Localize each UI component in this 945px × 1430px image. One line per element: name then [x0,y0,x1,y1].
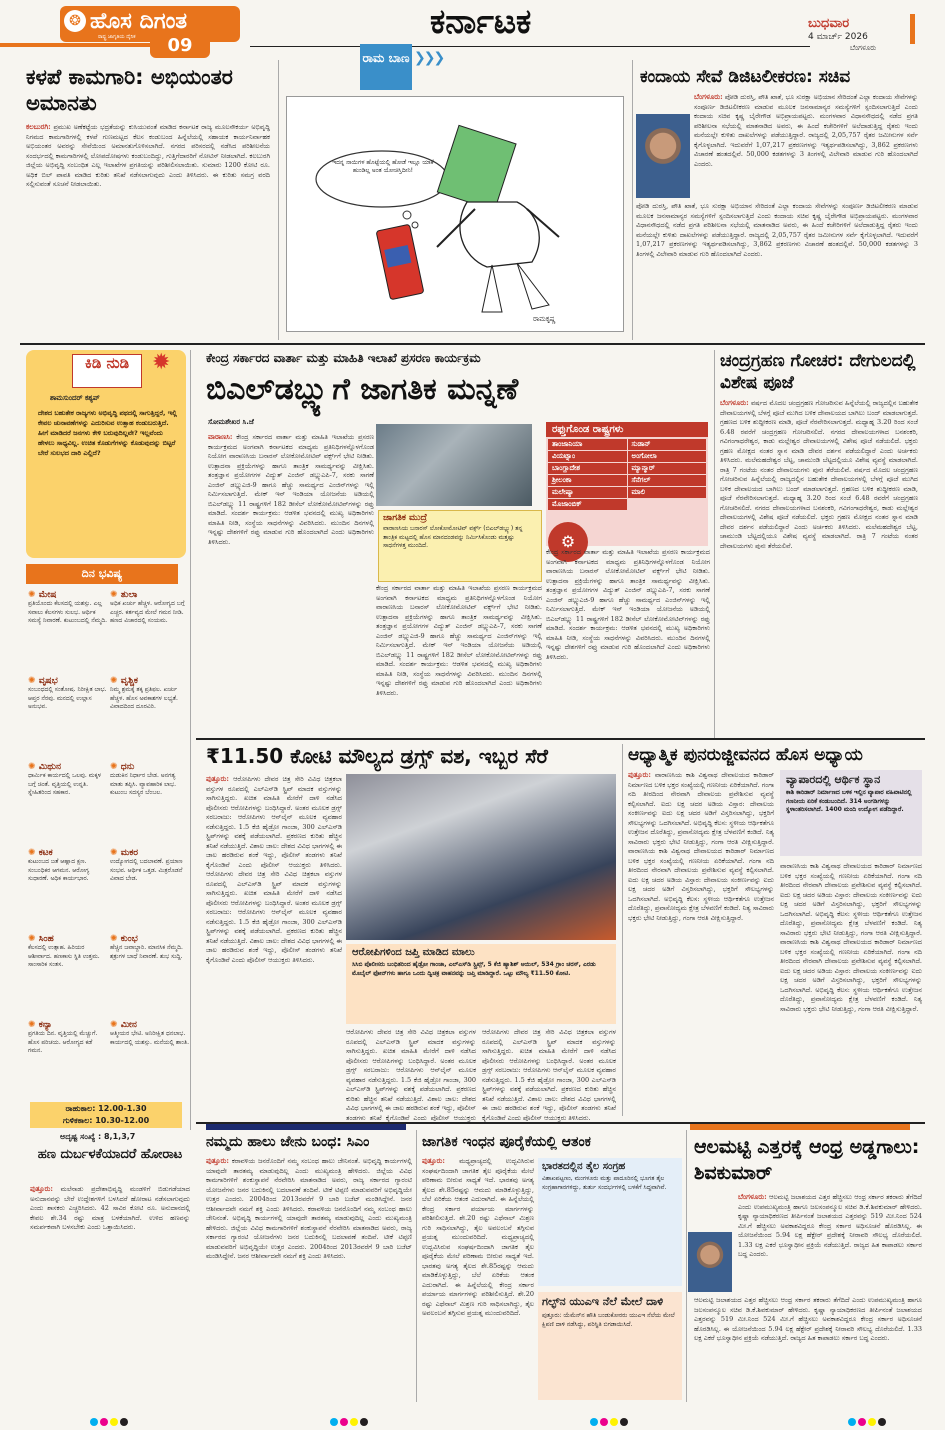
country-item: ಮಾಲಿ [628,487,707,498]
horoscope-sign [110,1020,190,1104]
story-text: ಮಲೆನಾಡು ಪ್ರದೇಶಾಭಿವೃದ್ಧಿ ಮಂಡಳಿಗೆ ಬಿಡುಗಡೆಯಾದ ಅನುದಾನವನ್ನು ಬೇರೆ ಉದ್ದೇಶಗಳಿಗೆ ಬಳಸಿದರೆ ಹೋರಾಟ ನಡೆಸಲಾಗುವುದು ಎಂದು ಶಾಸಕರು ಎಚ್ಚರಿಸಿದರು. 42 ಸಾವಿರ ಕೋಟಿ ರೂ. ಅನುದಾನದಲ್ಲಿ ಕೇವಲ ಶೇ.34 ರಷ್ಟು ಮಾತ್ರ ಬಳಕೆಯಾಗಿದೆ. ಉಳಿದ ಹಣವನ್ನು ಸಮರ್ಪಕವಾಗಿ ಬಳಸಬೇಕು ಎಂದು ಒತ್ತಾಯಿಸಿದರು. [30,1185,190,1231]
headline-halu: ನಮ್ಮದು ಹಾಲು ಜೇನು ಬಂಧ: ಸಿಎಂ [206,1134,370,1150]
story-text: ವಾರಾಣಸಿಯ ಕಾಶಿ ವಿಶ್ವನಾಥ ದೇವಾಲಯದ ಕಾರಿಡಾರ್ ನಿರ್ಮಾಣದ ಬಳಿಕ ಭಕ್ತರ ಸಂಖ್ಯೆಯಲ್ಲಿ ಗಣನೀಯ ಏರಿಕೆಯಾಗಿದೆ. ಗಂಗಾ ನದಿ ತೀರದಿಂದ ನೇರವಾಗಿ ದೇವಾಲಯ ಪ್ರವೇಶಿಸುವ ವ್ಯವಸ್ಥೆ ಕಲ್ಪಿಸಲಾಗಿದೆ. ಐದು ಲಕ್ಷ ಚದರ ಅಡಿಯ ವಿಸ್ತಾರ: ದೇವಾಲಯ ಸಂಕೀರ್ಣವನ್ನು ಐದು ಲಕ್ಷ ಚದರ ಅಡಿಗೆ ವಿಸ್ತರಿಸಲಾಗಿದ್ದು, ಭಕ್ತರಿಗೆ ಸೌಲಭ್ಯಗಳನ್ನು ಒದಗಿಸಲಾಗಿದೆ. ಅಭಿವೃದ್ಧಿ ಕೆಲಸ: ಸ್ಥಳೀಯ ಆರ್ಥಿಕತೆಗೂ ಉತ್ತೇಜನ ದೊರೆತಿದ್ದು, ಪ್ರವಾಸೋದ್ಯಮ ಕ್ಷೇತ್ರ ಬೆಳವಣಿಗೆ ಕಂಡಿದೆ. ನಿತ್ಯ ಸಾವಿರಾರು ಭಕ್ತರು ಭೇಟಿ ನೀಡುತ್ತಿದ್ದು, ಗಂಗಾ ಆರತಿ ವೀಕ್ಷಿಸುತ್ತಿದ್ದಾರೆ. [628,771,774,846]
horoscope-sign-name: ✺ ವೃಷಭ [28,676,108,686]
masthead-rule [250,46,810,47]
story-text: ಆಲಮಟ್ಟಿ ಜಲಾಶಯದ ಎತ್ತರ ಹೆಚ್ಚಿಸಲು ಆಂಧ್ರ ಸರ್ಕಾರ ತಕರಾರು ತೆಗೆದಿದೆ ಎಂದು ಉಪಮುಖ್ಯಮಂತ್ರಿ ಹಾಗೂ ಜಲಸಂಪನ್ಮೂಲ ಸಚಿವ ಡಿ.ಕೆ.ಶಿವಕುಮಾರ್ ಹೇಳಿದರು. ಕೃಷ್ಣಾ ನ್ಯಾಯಾಧಿಕರಣದ ತೀರ್ಪಿನಂತೆ ಜಲಾಶಯದ ಎತ್ತರವನ್ನು 519 ಮೀ.ನಿಂದ 524 ಮೀ.ಗೆ ಹೆಚ್ಚಿಸಲು ಅವಕಾಶವಿದ್ದರೂ ಕೇಂದ್ರ ಸರ್ಕಾರ ಅಧಿಸೂಚನೆ ಹೊರಡಿಸಿಲ್ಲ. ಈ ಯೋಜನೆಯಿಂದ 5.94 ಲಕ್ಷ ಹೆಕ್ಟೇರ್ ಪ್ರದೇಶಕ್ಕೆ ನೀರಾವರಿ ಸೌಲಭ್ಯ ದೊರೆಯಲಿದೆ. 1.33 ಲಕ್ಷ ಎಕರೆ ಭೂಸ್ವಾಧೀನ ಪ್ರಕ್ರಿಯೆ ನಡೆಯುತ್ತಿದೆ. ರಾಜ್ಯದ ಹಿತ ಕಾಪಾಡಲು ಸರ್ಕಾರ ಬದ್ಧ ಎಂದರು. [738,1193,922,1258]
country-item: ಅಂಗೋಲಾ [628,451,707,462]
horoscope-sign-text: ಕೆಲಸದಲ್ಲಿ ಉತ್ಸಾಹ. ಹಿರಿಯರ ಆಶೀರ್ವಾದ. ಹಣಕಾಸು ಸ್ಥಿತಿ ಉತ್ತಮ. ಸಾಂಸಾರಿಕ ಸಂತಸ. [28,944,100,968]
column-rule [632,60,633,340]
export-countries-title: ರಫ್ತುಗೊಂಡ ರಾಷ್ಟ್ರಗಳು [546,422,708,437]
story-text: ವಾರಾಣಸಿಯ ಕಾಶಿ ವಿಶ್ವನಾಥ ದೇವಾಲಯದ ಕಾರಿಡಾರ್ ನಿರ್ಮಾಣದ ಬಳಿಕ ಭಕ್ತರ ಸಂಖ್ಯೆಯಲ್ಲಿ ಗಣನೀಯ ಏರಿಕೆಯಾಗಿದೆ. ಗಂಗಾ ನದಿ ತೀರದಿಂದ ನೇರವಾಗಿ ದೇವಾಲಯ ಪ್ರವೇಶಿಸುವ ವ್ಯವಸ್ಥೆ ಕಲ್ಪಿಸಲಾಗಿದೆ. ಐದು ಲಕ್ಷ ಚದರ ಅಡಿಯ ವಿಸ್ತಾರ: ದೇವಾಲಯ ಸಂಕೀರ್ಣವನ್ನು ಐದು ಲಕ್ಷ ಚದರ ಅಡಿಗೆ ವಿಸ್ತರಿಸಲಾಗಿದ್ದು, ಭಕ್ತರಿಗೆ ಸೌಲಭ್ಯಗಳನ್ನು ಒದಗಿಸಲಾಗಿದೆ. ಅಭಿವೃದ್ಧಿ ಕೆಲಸ: ಸ್ಥಳೀಯ ಆರ್ಥಿಕತೆಗೂ ಉತ್ತೇಜನ ದೊರೆತಿದ್ದು, ಪ್ರವಾಸೋದ್ಯಮ ಕ್ಷೇತ್ರ ಬೆಳವಣಿಗೆ ಕಂಡಿದೆ. ನಿತ್ಯ ಸಾವಿರಾರು ಭಕ್ತರು ಭೇಟಿ ನೀಡುತ್ತಿದ್ದು, ಗಂಗಾ ಆರತಿ ವೀಕ್ಷಿಸುತ್ತಿದ್ದಾರೆ. [780,862,922,937]
horoscope-sign-text: ಸಂಬಂಧದಲ್ಲಿ ಸಂತೋಷ. ನಿರೀಕ್ಷಿತ ಲಾಭ. ಆಪ್ತರ ನೆರವು. ಮನದಲ್ಲಿ ಉಲ್ಲಾಸ ಅನುಭವ. [28,686,107,710]
lucky-numbers: ಅದೃಷ್ಟ ಸಂಖ್ಯೆ : 8,1,3,7 [60,1132,136,1141]
registration-dot [878,1418,886,1426]
sidebar-seized [346,944,616,1024]
registration-dot [848,1418,856,1426]
story-drugs-body-col1 [206,774,342,1114]
horoscope-sign-name: ✺ ಮೇಷ [28,590,108,600]
section-title: ಕರ್ನಾಟಕ [430,2,532,42]
column-rule [622,744,623,1116]
column-rule [416,1130,417,1402]
sidebar-text: ವಿಶಾಖಪಟ್ಟಣಂ, ಮಂಗಳೂರು ಮತ್ತು ಪಾದೂರಿನಲ್ಲಿ ಭೂಗತ ತೈಲ ಸಂಗ್ರಹಾಗಾರಗಳಿದ್ದು, ತುರ್ತು ಸಂದರ್ಭಗಳಲ್ಲಿ ಬಳಕೆಗೆ ಸಿದ್ಧವಾಗಿವೆ. [542,1175,667,1191]
kidi-nudi-text: ದೇಶದ ಬಹುತೇಕ ರಾಜ್ಯಗಳು ಅಭಿವೃದ್ಧಿ ಪಥದಲ್ಲಿ ಸಾಗುತ್ತಿದ್ದರೆ, ಇಲ್ಲಿ ಕೇವಲ ಚುನಾವಣೆಗಳನ್ನು ಎದುರಿಸುವ ಉತ್ಸಾಹ ಕಂಡುಬರುತ್ತಿದೆ. ಹೀಗೆ ಮಾಡಿದರೆ ಜನಗಳು ಕೇಳಿ ಬರುವುದಿಲ್ಲವೇ? ಇಲ್ಲವೆಂದು ಹೇಳಲು ಸಾಧ್ಯವಿಲ್ಲ. ಉಚಿತ ಕೊಡುಗೆಗಳನ್ನು ಕೊಡುವುದನ್ನು ಬಿಟ್ಟರೆ ಬೇರೆ ಸುಲಭದ ದಾರಿ ಎಲ್ಲಿದೆ? [38,409,177,457]
registration-dot [120,1418,128,1426]
horoscope-sign-name: ✺ ಮಿಥುನ [28,762,108,772]
cartoon-drawing [287,97,625,333]
ramabana-tag: ರಾಮ ಬಾಣ [360,44,412,90]
story-halu-body [206,1156,412,1402]
story-adhyatmika-body-col1 [628,770,774,1116]
print-registration-marks [330,1411,370,1430]
logo: ಹೊಸ ದಿಗಂತ [90,9,188,34]
horoscope-sign [110,590,190,674]
column-rule [278,60,279,340]
print-registration-marks [848,1411,888,1430]
gulikakala: ಗುಳಿಕಕಾಲ: 10.30-12.00 [62,1116,150,1125]
rail-logo-icon: ⚙ [548,522,588,562]
cartoon [286,96,624,332]
dateline: ಬೆಂಗಳೂರು: [738,1192,767,1201]
dateline: ವಾರಾಣಸಿ: [208,432,233,441]
byline: ಸೋಮಶೇಖರ ಸಿ.ಜೆ [208,418,254,426]
country-item: ಸೆನೆಗಲ್ [628,475,707,486]
horoscope-sign-name: ✺ ಮಕರ [110,848,190,858]
horoscope-sign-name: ✺ ಧನು [110,762,190,772]
headline-chandragrahana: ಚಂದ್ರಗ್ರಹಣ ಗೋಚರ: ದೇಗುಲದಲ್ಲಿ ವಿಶೇಷ ಪೂಜೆ [720,351,916,393]
horoscope-sign [110,848,190,932]
registration-dot [90,1418,98,1426]
story-text: ವರ್ಷದ ಮೊದಲ ಚಂದ್ರಗ್ರಹಣ ಗೋಚರಿಸುವ ಹಿನ್ನೆಲೆಯಲ್ಲಿ ರಾಜ್ಯದಲ್ಲಿನ ಬಹುತೇಕ ದೇವಾಲಯಗಳಲ್ಲಿ ಬೆಳಗ್ಗೆ ಪೂಜೆ ಮುಗಿದ ಬಳಿಕ ದೇವಾಲಯದ ಬಾಗಿಲು ಬಂದ್ ಮಾಡಲಾಗುತ್ತದೆ. ಗ್ರಹಣದ ಬಳಿಕ ಶುದ್ಧೀಕರಣ ಮಾಡಿ, ಪೂಜೆ ನೆರವೇರಿಸಲಾಗುತ್ತದೆ. ಮಧ್ಯಾಹ್ನ 3.20 ರಿಂದ ಸಂಜೆ 6.48 ರವರೆಗೆ ಚಂದ್ರಗ್ರಹಣ ಗೋಚರಿಸಲಿದೆ. ನಗರದ ದೇವಾಲಯಗಳಾದ ಬನಶಂಕರಿ, ಗವಿಗಂಗಾಧರೇಶ್ವರ, ಕಾಡು ಮಲ್ಲೇಶ್ವರ ದೇವಾಲಯಗಳಲ್ಲಿ ವಿಶೇಷ ಪೂಜೆ ನಡೆಯಲಿದೆ. ಭಕ್ತರು ಗ್ರಹಣ ಮೋಕ್ಷದ ನಂತರ ಸ್ನಾನ ಮಾಡಿ ದೇವರ ದರ್ಶನ ಪಡೆಯಲಿದ್ದಾರೆ ಎಂದು ಅರ್ಚಕರು ತಿಳಿಸಿದರು. ಮಲೆಮಹದೇಶ್ವರ ಬೆಟ್ಟ, ಚಾಮುಂಡಿ ಬೆಟ್ಟದಲ್ಲಿಯೂ ವಿಶೇಷ ವ್ಯವಸ್ಥೆ ಮಾಡಲಾಗಿದೆ. ರಾತ್ರಿ 7 ಗಂಟೆಯ ನಂತರ ದೇವಾಲಯಗಳು ಪುನಃ ತೆರೆಯಲಿವೆ. [720,465,918,550]
cartoon-speech: ಇದನ್ನ ನಾಯಿಗಳ ಹೊಟ್ಟೆಯಲ್ಲಿ ಹೋಡೆ ಇಲ್ಲೂ ಯಾಕೆ ಹುಂಡಿಲ್ಲ ಅಂತ ಯೋಚಿಸ್ತಿದೀನಿ! [332,159,434,174]
sidebar-jagatika [378,510,542,582]
headline-alamatti: ಆಲಮಟ್ಟಿ ಎತ್ತರಕ್ಕೆ ಆಂಧ್ರ ಅಡ್ಡಗಾಲು: ಶಿವಕುಮಾರ್ [694,1136,920,1184]
story-alamatti-continued [694,1296,922,1402]
story-drugs-body-col2 [346,1028,476,1122]
story-text: ಪೋಡಿ ದುರಸ್ತಿ, ಪೌತಿ ಖಾತೆ, ಭೂ ಸುರಕ್ಷಾ ಅಭಿಯಾನ ಸೇರಿದಂತೆ ಎಲ್ಲಾ ಕಂದಾಯ ಸೇವೆಗಳನ್ನು ಸಂಪೂರ್ಣ ಡಿಜಿಟಲೀಕರಣ ಮಾಡುವ ಮೂಲಕ ಜನಸಾಮಾನ್ಯರ ಸಮಸ್ಯೆಗಳಿಗೆ ಸ್ಪಂದಿಸಲಾಗುತ್ತಿದೆ ಎಂದು ಕಂದಾಯ ಸಚಿವ ಕೃಷ್ಣ ಬೈರೇಗೌಡ ಅಭಿಪ್ರಾಯಪಟ್ಟರು. ಮಂಗಳವಾರ ವಿಧಾನಸೌಧದಲ್ಲಿ ನಡೆದ ಪ್ರಗತಿ ಪರಿಶೀಲನಾ ಸಭೆಯಲ್ಲಿ ಮಾತನಾಡಿದ ಅವರು, ಈ ಹಿಂದೆ ಕಚೇರಿಗಳಿಗೆ ಅಲೆದಾಡುತ್ತಿದ್ದ ರೈತರು ಇಂದು ಮನೆಯಲ್ಲೇ ಕುಳಿತು ದಾಖಲೆಗಳನ್ನು ಪಡೆಯುತ್ತಿದ್ದಾರೆ. ರಾಜ್ಯದಲ್ಲಿ 2,05,757 ರೈತರ ಜಮೀನುಗಳ ಸರ್ವೆ ಕೈಗೊಳ್ಳಲಾಗಿದೆ. ಇದುವರೆಗೆ 1,07,217 ಪ್ರಕರಣಗಳನ್ನು ಇತ್ಯರ್ಥಪಡಿಸಲಾಗಿದ್ದು, 3,862 ಪ್ರಕರಣಗಳು ವಿಚಾರಣೆ ಹಂತದಲ್ಲಿವೆ. 50,000 ಕಡತಗಳನ್ನು 3 ತಿಂಗಳಲ್ಲಿ ವಿಲೇವಾರಿ ಮಾಡುವ ಗುರಿ ಹೊಂದಲಾಗಿದೆ ಎಂದರು. [694,93,918,168]
story-text: ಆಲಮಟ್ಟಿ ಜಲಾಶಯದ ಎತ್ತರ ಹೆಚ್ಚಿಸಲು ಆಂಧ್ರ ಸರ್ಕಾರ ತಕರಾರು ತೆಗೆದಿದೆ ಎಂದು ಉಪಮುಖ್ಯಮಂತ್ರಿ ಹಾಗೂ ಜಲಸಂಪನ್ಮೂಲ ಸಚಿವ ಡಿ.ಕೆ.ಶಿವಕುಮಾರ್ ಹೇಳಿದರು. ಕೃಷ್ಣಾ ನ್ಯಾಯಾಧಿಕರಣದ ತೀರ್ಪಿನಂತೆ ಜಲಾಶಯದ ಎತ್ತರವನ್ನು 519 ಮೀ.ನಿಂದ 524 ಮೀ.ಗೆ ಹೆಚ್ಚಿಸಲು ಅವಕಾಶವಿದ್ದರೂ ಕೇಂದ್ರ ಸರ್ಕಾರ ಅಧಿಸೂಚನೆ ಹೊರಡಿಸಿಲ್ಲ. ಈ ಯೋಜನೆಯಿಂದ 5.94 ಲಕ್ಷ ಹೆಕ್ಟೇರ್ ಪ್ರದೇಶಕ್ಕೆ ನೀರಾವರಿ ಸೌಲಭ್ಯ ದೊರೆಯಲಿದೆ. 1.33 ಲಕ್ಷ ಎಕರೆ ಭೂಸ್ವಾಧೀನ ಪ್ರಕ್ರಿಯೆ ನಡೆಯುತ್ತಿದೆ. ರಾಜ್ಯದ ಹಿತ ಕಾಪಾಡಲು ಸರ್ಕಾರ ಬದ್ಧ ಎಂದರು. [694,1296,922,1342]
registration-dot [590,1418,598,1426]
story-text: ಆರೋಪಿಗಳು ದೇವರ ಚಿತ್ರ ಸೇರಿ ವಿವಿಧ ಚಿತ್ರಕಲಾ ವಸ್ತುಗಳ ರೂಪದಲ್ಲಿ ಎಲ್‌ಎಸ್‌ಡಿ ಸ್ಟ್ರಿಪ್ ಮಾದಕ ವಸ್ತುಗಳನ್ನು ಸಾಗಿಸುತ್ತಿದ್ದರು. ಖಚಿತ ಮಾಹಿತಿ ಮೇರೆಗೆ ದಾಳಿ ನಡೆಸಿದ ಪೊಲೀಸರು ಆರೋಪಿಗಳನ್ನು ಬಂಧಿಸಿದ್ದಾರೆ. ಅಂತರ ಮೂಲಕ ಡ್ರಗ್ಸ್ ಸರಬರಾಜು: ಆರೋಪಿಗಳು ಆನ್‌ಲೈನ್ ಮೂಲಕ ವ್ಯವಹಾರ ನಡೆಸುತ್ತಿದ್ದರು. 1.5 ಕೆಜಿ ಹೈಡ್ರೋ ಗಾಂಜಾ, 300 ಎಲ್‌ಎಸ್‌ಡಿ ಸ್ಟ್ರಿಪ್‌ಗಳನ್ನು ವಶಕ್ಕೆ ಪಡೆಯಲಾಗಿದೆ. ಪ್ರಕರಣದ ಕುರಿತು ಹೆಚ್ಚಿನ ತನಿಖೆ ನಡೆಯುತ್ತಿದೆ. ವಿಶಾಲ ಜಾಲ: ದೇಶದ ವಿವಿಧ ಭಾಗಗಳಲ್ಲಿ ಈ ಜಾಲ ಹರಡಿರುವ ಶಂಕೆ ಇದ್ದು, ಪೊಲೀಸ್ ತಂಡಗಳು ತನಿಖೆ ಕೈಗೊಂಡಿವೆ ಎಂದು ಪೊಲೀಸ್ ಆಯುಕ್ತರು [346,1028,476,1122]
story-text: ಮಧ್ಯಪ್ರಾಚ್ಯದಲ್ಲಿ ಉದ್ಭವಿಸಿರುವ ಸಂಘರ್ಷದಿಂದಾಗಿ ಜಾಗತಿಕ ತೈಲ ಪೂರೈಕೆಯ ಮೇಲೆ ಪರಿಣಾಮ ಬೀರುವ ಸಾಧ್ಯತೆ ಇದೆ. ಭಾರತವು ಅಗತ್ಯ ತೈಲದ ಶೇ.85ರಷ್ಟನ್ನು ಆಮದು ಮಾಡಿಕೊಳ್ಳುತ್ತಿದ್ದು, ಬೆಲೆ ಏರಿಕೆಯ ಆತಂಕ ಎದುರಾಗಿದೆ. ಈ ಹಿನ್ನೆಲೆಯಲ್ಲಿ ಕೇಂದ್ರ ಸರ್ಕಾರ ಪರ್ಯಾಯ ಮಾರ್ಗಗಳನ್ನು ಪರಿಶೀಲಿಸುತ್ತಿದೆ. ಶೇ.20 ರಷ್ಟು ಎಥೆನಾಲ್ ಮಿಶ್ರಣ ಗುರಿ ಸಾಧಿಸಲಾಗಿದ್ದು, ತೈಲ ಅವಲಂಬನೆ ತಗ್ಗಿಸುವ ಪ್ರಯತ್ನ ಮುಂದುವರಿದಿದೆ. [422,1157,534,1241]
sidebar-title: ವ್ಯಾಪಾರದಲ್ಲಿ ಆರ್ಥಿಕ ಸ್ಥಾನ [786,773,881,786]
story-blw-body-col1 [208,432,374,732]
registration-dot [350,1418,358,1426]
horoscope-sign [28,590,108,674]
print-registration-marks [90,1411,130,1430]
spark-icon: ✹ [152,350,171,375]
country-item: ಸುಡಾನ್ [628,439,707,450]
dateline: ಕಲಬುರಗಿ: [26,122,51,131]
minister-photo [636,114,690,198]
locomotive-photo [376,424,532,506]
country-list [546,437,708,512]
accent-bar [206,1124,406,1130]
cartoonist-signature: ರಾಮಕೃಷ್ಣ [533,315,556,323]
story-adhyatmika-body-col2 [780,862,922,1116]
rahukala-box [30,1102,182,1128]
sidebar-text: ಸಿಸಿಬಿ ಪೊಲೀಸರು ಬಂಧಿತರಿಂದ ಹೈಡ್ರೋ ಗಾಂಜಾ, ಎಲ್‌ಎಸ್‌ಡಿ ಸ್ಟ್ರಿಪ್ಸ್, 5 ಕೆಜಿ ಹ್ಯಾಶಿಶ್ ಆಯಿಲ್, 534 ಗ್ರಾಂ ಚರಸ್, ಎರಡು ಮೊಬೈಲ್ ಫೋನ್‌ಗಳು ಹಾಗೂ ಒಂದು ದ್ವಿಚಕ್ರ ವಾಹನವನ್ನು ಜಪ್ತಿ ಮಾಡಿದ್ದಾರೆ. ಒಟ್ಟು ಮೌಲ್ಯ ₹11.50 ಕೋಟಿ. [352,961,596,977]
sidebar-title: ಗಲ್ಫ್‌ನ ಯುಎಇ ನೆಲೆ ಮೇಲೆ ದಾಳಿ [542,1295,664,1308]
registration-dot [360,1418,368,1426]
story-blw-body-col2 [376,584,542,730]
horoscope-sign-name: ✺ ಮೀನ [110,1020,190,1030]
country-item: ಮಲೇಷ್ಯಾ [548,487,627,498]
horoscope-sign [28,762,108,846]
masthead [0,0,945,58]
rahukala: ರಾಹುಕಾಲ: 12.00-1.30 [65,1104,147,1113]
column-rule [190,350,191,1130]
horoscope-sign-text: ಅಧಿಕ ಖರ್ಚು ಹೆಚ್ಚಳ. ಆರೋಗ್ಯದ ಬಗ್ಗೆ ಎಚ್ಚರ. ಕರ್ತವ್ಯದ ಮೇಲೆ ಗಮನ ನೀಡಿ. ಹಣದ ವಿಚಾರದಲ್ಲಿ ಸಂಯಮ. [110,600,185,624]
city: ಬೆಂಗಳೂರು [850,44,877,52]
logo-emblem-icon: ❂ [64,10,86,32]
story-text: ಕರಾವಳಿಯ ಜನರೊಂದಿಗೆ ನಮ್ಮ ಸಂಬಂಧ ಹಾಲು ಜೇನಿನಂತೆ. ಅಭಿವೃದ್ಧಿ ಕಾರ್ಯಗಳಲ್ಲಿ ಯಾವುದೇ ತಾರತಮ್ಯ ಮಾಡುವುದಿಲ್ಲ ಎಂದು ಮುಖ್ಯಮಂತ್ರಿ ಹೇಳಿದರು. ಜಿಲ್ಲೆಯ ವಿವಿಧ ಕಾಮಗಾರಿಗಳಿಗೆ ಶಂಕುಸ್ಥಾಪನೆ ನೆರವೇರಿಸಿ ಮಾತನಾಡಿದ ಅವರು, ರಾಜ್ಯ ಸರ್ಕಾರದ ಗ್ಯಾರಂಟಿ ಯೋಜನೆಗಳು ಜನರ ಬದುಕಿನಲ್ಲಿ ಬದಲಾವಣೆ ತಂದಿವೆ. ಟೀಕೆ ಟಿಪ್ಪಣಿ ಮಾಡುವವರಿಗೆ ಅಭಿವೃದ್ಧಿಯೇ ಉತ್ತರ ಎಂದರು. 2004ರಿಂದ 2013ರವರೆಗೆ 9 ಬಾರಿ ಬಜೆಟ್ ಮಂಡಿಸಿದ್ದೇನೆ. ಜನರ ಆಶೀರ್ವಾದವೇ ನಮಗೆ ಶಕ್ತಿ ಎಂದು ತಿಳಿಸಿದರು. [206,1204,412,1260]
registration-dot [620,1418,628,1426]
horoscope-sign-name: ✺ ಕುಂಭ [110,934,190,944]
registration-dot [330,1418,338,1426]
horoscope-sign-text: ಆತ್ಮೀಯರ ಭೇಟಿ. ಅನಿರೀಕ್ಷಿತ ಧನಲಾಭ. ಕಾರ್ಯದಲ್ಲಿ ಯಶಸ್ಸು. ಮನೆಯಲ್ಲಿ ಶಾಂತಿ. [110,1030,189,1046]
section-rule [20,343,925,345]
registration-dot [600,1418,608,1426]
headline-adhyatmika: ಆಧ್ಯಾತ್ಮಿಕ ಪುನರುಜ್ಜೀವನದ ಹೊಸ ಅಧ್ಯಾಯ [628,745,863,765]
dateline: ಪುತ್ತೂರು: [206,774,229,783]
story-hana-body [30,1184,190,1400]
dateline: ಪುತ್ತೂರು: [30,1184,53,1193]
horoscope-title: ದಿನ ಭವಿಷ್ಯ [26,564,178,584]
horoscope-sign-name: ✺ ಕನ್ಯಾ [28,1020,108,1030]
country-item: ಮ್ಯಾನ್ಮಾರ್ [628,463,707,474]
country-item: ಶ್ರೀಲಂಕಾ [548,475,627,486]
dateline: ಪುತ್ತೂರು: [206,1156,229,1165]
story-kandaya-continued [636,202,918,338]
dkshivakumar-photo [688,1232,732,1292]
story-text: ಮಧ್ಯಪ್ರಾಚ್ಯದಲ್ಲಿ ಉದ್ಭವಿಸಿರುವ ಸಂಘರ್ಷದಿಂದಾಗಿ ಜಾಗತಿಕ ತೈಲ ಪೂರೈಕೆಯ ಮೇಲೆ ಪರಿಣಾಮ ಬೀರುವ ಸಾಧ್ಯತೆ ಇದೆ. ಭಾರತವು ಅಗತ್ಯ ತೈಲದ ಶೇ.85ರಷ್ಟನ್ನು ಆಮದು ಮಾಡಿಕೊಳ್ಳುತ್ತಿದ್ದು, ಬೆಲೆ ಏರಿಕೆಯ ಆತಂಕ ಎದುರಾಗಿದೆ. ಈ ಹಿನ್ನೆಲೆಯಲ್ಲಿ ಕೇಂದ್ರ ಸರ್ಕಾರ ಪರ್ಯಾಯ ಮಾರ್ಗಗಳನ್ನು ಪರಿಶೀಲಿಸುತ್ತಿದೆ. ಶೇ.20 ರಷ್ಟು ಎಥೆನಾಲ್ ಮಿಶ್ರಣ ಗುರಿ ಸಾಧಿಸಲಾಗಿದ್ದು, ತೈಲ ಅವಲಂಬನೆ ತಗ್ಗಿಸುವ ಪ್ರಯತ್ನ ಮುಂದುವರಿದಿದೆ. [422,1233,534,1317]
registration-dot [340,1418,348,1426]
story-text: ವರ್ಷದ ಮೊದಲ ಚಂದ್ರಗ್ರಹಣ ಗೋಚರಿಸುವ ಹಿನ್ನೆಲೆಯಲ್ಲಿ ರಾಜ್ಯದಲ್ಲಿನ ಬಹುತೇಕ ದೇವಾಲಯಗಳಲ್ಲಿ ಬೆಳಗ್ಗೆ ಪೂಜೆ ಮುಗಿದ ಬಳಿಕ ದೇವಾಲಯದ ಬಾಗಿಲು ಬಂದ್ ಮಾಡಲಾಗುತ್ತದೆ. ಗ್ರಹಣದ ಬಳಿಕ ಶುದ್ಧೀಕರಣ ಮಾಡಿ, ಪೂಜೆ ನೆರವೇರಿಸಲಾಗುತ್ತದೆ. ಮಧ್ಯಾಹ್ನ 3.20 ರಿಂದ ಸಂಜೆ 6.48 ರವರೆಗೆ ಚಂದ್ರಗ್ರಹಣ ಗೋಚರಿಸಲಿದೆ. ನಗರದ ದೇವಾಲಯಗಳಾದ ಬನಶಂಕರಿ, ಗವಿಗಂಗಾಧರೇಶ್ವರ, ಕಾಡು ಮಲ್ಲೇಶ್ವರ ದೇವಾಲಯಗಳಲ್ಲಿ ವಿಶೇಷ ಪೂಜೆ ನಡೆಯಲಿದೆ. ಭಕ್ತರು ಗ್ರಹಣ ಮೋಕ್ಷದ ನಂತರ ಸ್ನಾನ ಮಾಡಿ ದೇವರ ದರ್ಶನ ಪಡೆಯಲಿದ್ದಾರೆ ಎಂದು ಅರ್ಚಕರು ತಿಳಿಸಿದರು. ಮಲೆಮಹದೇಶ್ವರ ಬೆಟ್ಟ, ಚಾಮುಂಡಿ ಬೆಟ್ಟದಲ್ಲಿಯೂ ವಿಶೇಷ ವ್ಯವಸ್ಥೆ ಮಾಡಲಾಗಿದೆ. ರಾತ್ರಿ 7 ಗಂಟೆಯ ನಂತರ ದೇವಾಲಯಗಳು ಪುನಃ ತೆರೆಯಲಿವೆ. [720,399,918,474]
horoscope-sign [28,676,108,760]
story-text: ಪ್ರಮುಖ ಅಣೆಕಟ್ಟೆಯ ಭದ್ರತೆಯನ್ನು ಕುಸಿಯುವಂತೆ ಮಾಡಿದ ಕರ್ನಾಟಕ ರಾಜ್ಯ ಮೂಲಸೌಕರ್ಯ ಅಭಿವೃದ್ಧಿ ನಿಗಮದ ಕಾಮಗಾರಿಗಳಲ್ಲಿ ಕಳಪೆ ಗುಣಮಟ್ಟದ ಕೆಲಸ ಕಂಡುಬಂದ ಹಿನ್ನೆಲೆಯಲ್ಲಿ ಸಹಾಯಕ ಕಾರ್ಯನಿರ್ವಾಹಕ ಅಭಿಯಂತರ ಅವರನ್ನು ಸೇವೆಯಿಂದ ಅಮಾನತುಗೊಳಿಸಲಾಗಿದೆ. ನಗರದ ಪರಿಸರದಲ್ಲಿ ನಡೆಸಿದ ಪರಿಶೀಲನೆಯ ಸಂದರ್ಭದಲ್ಲಿ ಕಾಮಗಾರಿಗಳಲ್ಲಿ ಲೋಪದೋಷಗಳು ಕಂಡುಬಂದಿದ್ದು, ಗುತ್ತಿಗೆದಾರರಿಗೆ ನೋಟಿಸ್ ನೀಡಲಾಗಿದೆ. ಕಲಬುರಗಿ ಜಿಲ್ಲೆಯ ಅಭಿವೃದ್ಧಿ ಸಂಬಂಧಿತ ಎಲ್ಲ ಇಲಾಖೆಗಳ ಪ್ರಗತಿಯನ್ನು ಪರಿಶೀಲಿಸಲಾಯಿತು. ಸುಮಾರು 1200 ಕೋಟಿ ರೂ. ಅಧಿಕ ಬಿಲ್ ಪಾವತಿ ಮಾಡಿದ ಕುರಿತು ತನಿಖೆ ನಡೆಸಲಾಗುವುದು ಎಂದು ತಿಳಿಸಿದರು. ಈ ಕುರಿತು ಸಮಗ್ರ ವರದಿ ಸಲ್ಲಿಸುವಂತೆ ಸೂಚನೆ ನೀಡಲಾಯಿತು. [26,123,270,188]
kicker-bsnl: ಕೇಂದ್ರ ಸರ್ಕಾರದ ವಾರ್ತಾ ಮತ್ತು ಮಾಹಿತಿ ಇಲಾಖೆ ಪ್ರಸರಣ ಕಾರ್ಯಕ್ರಮ [206,351,481,365]
horoscope-sign-text: ಉದ್ಯೋಗದಲ್ಲಿ ಬದಲಾವಣೆ. ಪ್ರಯಾಣ ಸಂಭವ. ಆರ್ಥಿಕ ಒತ್ತಡ. ಮಿತ್ರರೊಡನೆ ವಿವಾದ ಬೇಡ. [110,858,183,882]
country-item: ತಾಂಜಾನಿಯಾ [548,439,627,450]
section-rule [196,738,925,740]
story-blw-body-col3 [546,548,710,730]
horoscope-sign-text: ದುಡುಕಿನ ನಿರ್ಧಾರ ಬೇಡ. ಅನಗತ್ಯ ಮಾತು ತಪ್ಪಿಸಿ. ವ್ಯಾವಹಾರಿಕ ಲಾಭ. ಕುಟುಂಬ ಸದಸ್ಯರ ಬೆಂಬಲ. [110,772,177,796]
arrow-icon: ❯❯❯ [414,50,444,66]
kidi-nudi-title: ಕಿಡಿ ನುಡಿ [72,354,142,388]
horoscope-sign [110,762,190,846]
page-number: 09 [150,34,210,58]
story-indhana-body [422,1156,534,1402]
horoscope-sign-name: ✺ ಕಟಕ [28,848,108,858]
drugs-press-photo [346,774,616,940]
horoscope-sign [110,676,190,760]
registration-dot [610,1418,618,1426]
sidebar-text: ಕಾಶಿ ಕಾರಿಡಾರ್ ನಿರ್ಮಾಣದ ಬಳಿಕ ಇಲ್ಲಿನ ವ್ಯಾಪಾರ ವಹಿವಾಟಿನಲ್ಲಿ ಗಣನೀಯ ಏರಿಕೆ ಕಂಡುಬಂದಿದೆ. 314 ಅಂಗಡಿಗಳನ್ನು ಸ್ಥಳಾಂತರಿಸಲಾಗಿದೆ. 1400 ಮಂದಿ ಉದ್ಯೋಗ ಪಡೆದಿದ್ದಾರೆ. [786,789,912,813]
headline-indhana: ಜಾಗತಿಕ ಇಂಧನ ಪೂರೈಕೆಯಲ್ಲಿ ಆತಂಕ [422,1134,591,1150]
registration-dot [100,1418,108,1426]
headline-kalape: ಕಳಪೆ ಕಾಮಗಾರಿ: ಅಭಿಯಂತರ ಅಮಾನತು [26,65,233,115]
sidebar-title: ಆರೋಪಿಗಳಿಂದ ಜಪ್ತಿ ಮಾಡಿದ ಮಾಲು [352,947,475,958]
accent-bar [690,1124,910,1130]
horoscope-sign-name: ✺ ವೃಶ್ಚಿಕ [110,676,190,686]
headline-hana: ಹಣ ದುರ್ಬಳಕೆಯಾದರೆ ಹೋರಾಟ [37,1147,183,1162]
story-text: ಆರೋಪಿಗಳು ದೇವರ ಚಿತ್ರ ಸೇರಿ ವಿವಿಧ ಚಿತ್ರಕಲಾ ವಸ್ತುಗಳ ರೂಪದಲ್ಲಿ ಎಲ್‌ಎಸ್‌ಡಿ ಸ್ಟ್ರಿಪ್ ಮಾದಕ ವಸ್ತುಗಳನ್ನು ಸಾಗಿಸುತ್ತಿದ್ದರು. ಖಚಿತ ಮಾಹಿತಿ ಮೇರೆಗೆ ದಾಳಿ ನಡೆಸಿದ ಪೊಲೀಸರು ಆರೋಪಿಗಳನ್ನು ಬಂಧಿಸಿದ್ದಾರೆ. ಅಂತರ ಮೂಲಕ ಡ್ರಗ್ಸ್ ಸರಬರಾಜು: ಆರೋಪಿಗಳು ಆನ್‌ಲೈನ್ ಮೂಲಕ ವ್ಯವಹಾರ ನಡೆಸುತ್ತಿದ್ದರು. 1.5 ಕೆಜಿ ಹೈಡ್ರೋ ಗಾಂಜಾ, 300 ಎಲ್‌ಎಸ್‌ಡಿ ಸ್ಟ್ರಿಪ್‌ಗಳನ್ನು ವಶಕ್ಕೆ ಪಡೆಯಲಾಗಿದೆ. ಪ್ರಕರಣದ ಕುರಿತು ಹೆಚ್ಚಿನ ತನಿಖೆ ನಡೆಯುತ್ತಿದೆ. ವಿಶಾಲ ಜಾಲ: ದೇಶದ ವಿವಿಧ ಭಾಗಗಳಲ್ಲಿ ಈ ಜಾಲ ಹರಡಿರುವ ಶಂಕೆ ಇದ್ದು, ಪೊಲೀಸ್ ತಂಡಗಳು ತನಿಖೆ ಕೈಗೊಂಡಿವೆ ಎಂದು ಪೊಲೀಸ್ ಆಯುಕ್ತರು ತಿಳಿಸಿದರು. [206,775,343,869]
logo-tagline: ರಾಷ್ಟ್ರ ಜಾಗೃತಿಯ ದೈನಿಕ [98,34,136,40]
story-text: ಕೇಂದ್ರ ಸರ್ಕಾರದ ವಾರ್ತಾ ಮತ್ತು ಮಾಹಿತಿ ಇಲಾಖೆಯ ಪ್ರಸರಣ ಕಾರ್ಯಕ್ರಮದ ಅಂಗವಾಗಿ ಕರ್ನಾಟಕದ ಮಾಧ್ಯಮ ಪ್ರತಿನಿಧಿಗಳನ್ನೊಳಗೊಂಡ ನಿಯೋಗ ವಾರಾಣಸಿಯ ಬನಾರಸ್ ಲೋಕೋಮೋಟಿವ್ ವರ್ಕ್ಸ್‌ಗೆ ಭೇಟಿ ನೀಡಿತು. ಉತ್ಪಾದನಾ ಪ್ರಕ್ರಿಯೆಗಳನ್ನು ಹಾಗೂ ತಾಂತ್ರಿಕ ಸಾಮರ್ಥ್ಯವನ್ನು ವೀಕ್ಷಿಸಿತು. ತಂತ್ರಜ್ಞಾನ ಪ್ರಯೋಗಗಳ ವಿದ್ಯುತ್ ಎಂಜಿನ್ ಡಬ್ಲ್ಯುಎಪಿ-7, ಸರಕು ಸಾಗಣೆ ಎಂಜಿನ್ ಡಬ್ಲ್ಯುಎಜಿ-9 ಹಾಗೂ ಹೆಚ್ಚು ಸಾಮರ್ಥ್ಯದ ಎಂಜಿನ್‌ಗಳನ್ನು ಇಲ್ಲಿ ನಿರ್ಮಿಸಲಾಗುತ್ತಿದೆ. ಮೇಕ್ ಇನ್ ಇಂಡಿಯಾ ಯೋಜನೆಯ ಅಡಿಯಲ್ಲಿ ಬಿಎಲ್‌ಡಬ್ಲ್ಯು 11 ರಾಷ್ಟ್ರಗಳಿಗೆ 182 ಡೀಸೆಲ್ ಲೋಕೋಮೋಟಿವ್‌ಗಳನ್ನು ರಫ್ತು ಮಾಡಿದೆ. ಸಂದರ್ಶ ಕಾರ್ಯಕ್ರಮ: ಆಡಳಿತ ಭವನದಲ್ಲಿ ಮುಖ್ಯ ಅಧಿಕಾರಿಗಳು ಮಾಹಿತಿ ನೀಡಿ, ಸಂಸ್ಥೆಯ ಸಾಧನೆಗಳನ್ನು ವಿವರಿಸಿದರು. ಮುಂದಿನ ದಿನಗಳಲ್ಲಿ ಇನ್ನಷ್ಟು ದೇಶಗಳಿಗೆ ರಫ್ತು ಮಾಡುವ ಗುರಿ ಹೊಂದಲಾಗಿದೆ ಎಂದು ಅಧಿಕಾರಿಗಳು ತಿಳಿಸಿದರು. [546,548,710,661]
registration-dot [858,1418,866,1426]
story-kalape-body [26,122,270,338]
story-text: ಆರೋಪಿಗಳು ದೇವರ ಚಿತ್ರ ಸೇರಿ ವಿವಿಧ ಚಿತ್ರಕಲಾ ವಸ್ತುಗಳ ರೂಪದಲ್ಲಿ ಎಲ್‌ಎಸ್‌ಡಿ ಸ್ಟ್ರಿಪ್ ಮಾದಕ ವಸ್ತುಗಳನ್ನು ಸಾಗಿಸುತ್ತಿದ್ದರು. ಖಚಿತ ಮಾಹಿತಿ ಮೇರೆಗೆ ದಾಳಿ ನಡೆಸಿದ ಪೊಲೀಸರು ಆರೋಪಿಗಳನ್ನು ಬಂಧಿಸಿದ್ದಾರೆ. ಅಂತರ ಮೂಲಕ ಡ್ರಗ್ಸ್ ಸರಬರಾಜು: ಆರೋಪಿಗಳು ಆನ್‌ಲೈನ್ ಮೂಲಕ ವ್ಯವಹಾರ ನಡೆಸುತ್ತಿದ್ದರು. 1.5 ಕೆಜಿ ಹೈಡ್ರೋ ಗಾಂಜಾ, 300 ಎಲ್‌ಎಸ್‌ಡಿ ಸ್ಟ್ರಿಪ್‌ಗಳನ್ನು ವಶಕ್ಕೆ ಪಡೆಯಲಾಗಿದೆ. ಪ್ರಕರಣದ ಕುರಿತು ಹೆಚ್ಚಿನ ತನಿಖೆ ನಡೆಯುತ್ತಿದೆ. ವಿಶಾಲ ಜಾಲ: ದೇಶದ ವಿವಿಧ ಭಾಗಗಳಲ್ಲಿ ಈ ಜಾಲ ಹರಡಿರುವ ಶಂಕೆ ಇದ್ದು, ಪೊಲೀಸ್ ತಂಡಗಳು ತನಿಖೆ ಕೈಗೊಂಡಿವೆ ಎಂದು ಪೊಲೀಸ್ ಆಯುಕ್ತರು ತಿಳಿಸಿದರು. [206,870,342,964]
registration-dot [110,1418,118,1426]
registration-dot [868,1418,876,1426]
sidebar-taila [538,1158,682,1286]
country-item: ಬಾಂಗ್ಲಾದೇಶ [548,463,627,474]
print-registration-marks [590,1411,630,1430]
story-text: ವಾರಾಣಸಿಯ ಕಾಶಿ ವಿಶ್ವನಾಥ ದೇವಾಲಯದ ಕಾರಿಡಾರ್ ನಿರ್ಮಾಣದ ಬಳಿಕ ಭಕ್ತರ ಸಂಖ್ಯೆಯಲ್ಲಿ ಗಣನೀಯ ಏರಿಕೆಯಾಗಿದೆ. ಗಂಗಾ ನದಿ ತೀರದಿಂದ ನೇರವಾಗಿ ದೇವಾಲಯ ಪ್ರವೇಶಿಸುವ ವ್ಯವಸ್ಥೆ ಕಲ್ಪಿಸಲಾಗಿದೆ. ಐದು ಲಕ್ಷ ಚದರ ಅಡಿಯ ವಿಸ್ತಾರ: ದೇವಾಲಯ ಸಂಕೀರ್ಣವನ್ನು ಐದು ಲಕ್ಷ ಚದರ ಅಡಿಗೆ ವಿಸ್ತರಿಸಲಾಗಿದ್ದು, ಭಕ್ತರಿಗೆ ಸೌಲಭ್ಯಗಳನ್ನು ಒದಗಿಸಲಾಗಿದೆ. ಅಭಿವೃದ್ಧಿ ಕೆಲಸ: ಸ್ಥಳೀಯ ಆರ್ಥಿಕತೆಗೂ ಉತ್ತೇಜನ ದೊರೆತಿದ್ದು, ಪ್ರವಾಸೋದ್ಯಮ ಕ್ಷೇತ್ರ ಬೆಳವಣಿಗೆ ಕಂಡಿದೆ. ನಿತ್ಯ ಸಾವಿರಾರು ಭಕ್ತರು ಭೇಟಿ ನೀಡುತ್ತಿದ್ದು, ಗಂಗಾ ಆರತಿ ವೀಕ್ಷಿಸುತ್ತಿದ್ದಾರೆ. [780,938,922,1013]
column-rule [686,1130,687,1402]
horoscope-sign-text: ಪ್ರಗತಿಯ ದಿನ. ವೃತ್ತಿಯಲ್ಲಿ ಮೆಚ್ಚುಗೆ. ಹೊಸ ಪರಿಚಯ. ಆರೋಗ್ಯದ ಕಡೆ ಗಮನ. [28,1030,98,1054]
story-alamatti-body [738,1192,922,1292]
headline-kandaya: ಕಂದಾಯ ಸೇವೆ ಡಿಜಿಟಲೀಕರಣ: ಸಚಿವ [640,67,851,87]
horoscope-sign-text: ನಿಮ್ಮ ಶ್ರಮಕ್ಕೆ ತಕ್ಕ ಪ್ರತಿಫಲ. ಖರ್ಚು ಹೆಚ್ಚಳ. ಹೊಸ ಅವಕಾಶಗಳ ಲಭ್ಯತೆ. ವಿವಾದದಿಂದ ದೂರವಿರಿ. [110,686,178,710]
dateline: ಪುತ್ತೂರು: [422,1156,445,1165]
story-text: ಆರೋಪಿಗಳು ದೇವರ ಚಿತ್ರ ಸೇರಿ ವಿವಿಧ ಚಿತ್ರಕಲಾ ವಸ್ತುಗಳ ರೂಪದಲ್ಲಿ ಎಲ್‌ಎಸ್‌ಡಿ ಸ್ಟ್ರಿಪ್ ಮಾದಕ ವಸ್ತುಗಳನ್ನು ಸಾಗಿಸುತ್ತಿದ್ದರು. ಖಚಿತ ಮಾಹಿತಿ ಮೇರೆಗೆ ದಾಳಿ ನಡೆಸಿದ ಪೊಲೀಸರು ಆರೋಪಿಗಳನ್ನು ಬಂಧಿಸಿದ್ದಾರೆ. ಅಂತರ ಮೂಲಕ ಡ್ರಗ್ಸ್ ಸರಬರಾಜು: ಆರೋಪಿಗಳು ಆನ್‌ಲೈನ್ ಮೂಲಕ ವ್ಯವಹಾರ ನಡೆಸುತ್ತಿದ್ದರು. 1.5 ಕೆಜಿ ಹೈಡ್ರೋ ಗಾಂಜಾ, 300 ಎಲ್‌ಎಸ್‌ಡಿ ಸ್ಟ್ರಿಪ್‌ಗಳನ್ನು ವಶಕ್ಕೆ ಪಡೆಯಲಾಗಿದೆ. ಪ್ರಕರಣದ ಕುರಿತು ಹೆಚ್ಚಿನ ತನಿಖೆ ನಡೆಯುತ್ತಿದೆ. ವಿಶಾಲ ಜಾಲ: ದೇಶದ ವಿವಿಧ ಭಾಗಗಳಲ್ಲಿ ಈ ಜಾಲ ಹರಡಿರುವ ಶಂಕೆ ಇದ್ದು, ಪೊಲೀಸ್ ತಂಡಗಳು ತನಿಖೆ ಕೈಗೊಂಡಿವೆ ಎಂದು ಪೊಲೀಸ್ ಆಯುಕ್ತರು ತಿಳಿಸಿದರು. [482,1028,616,1122]
horoscope-sign-text: ಪ್ರತಿಯೊಂದು ಕೆಲಸದಲ್ಲಿ ಯಶಸ್ಸು. ಎಲ್ಲ ಸವಾಲು ಕೆಲಸಗಳು ಸುಲಭ. ಆರ್ಥಿಕ ಸಮಸ್ಯೆ ನಿವಾರಣೆ. ಕುಟುಂಬದಲ್ಲಿ ನೆಮ್ಮದಿ. [28,600,108,624]
horoscope-sign-text: ಧಾರ್ಮಿಕ ಕಾರ್ಯದಲ್ಲಿ ಒಲವು. ಮಕ್ಕಳ ಬಗ್ಗೆ ಚಿಂತೆ. ವೃತ್ತಿಯಲ್ಲಿ ಉನ್ನತಿ. ಸ್ನೇಹಿತರಿಂದ ಸಹಕಾರ. [28,772,101,796]
horoscope-sign [28,848,108,932]
sidebar-vyapara [780,770,922,856]
sidebar-title: ಭಾರತದಲ್ಲಿನ ತೈಲ ಸಂಗ್ರಹ [542,1161,626,1172]
horoscope-sign-text: ಕುಟುಂಬದ ಜತೆ ಆಹ್ಲಾದ ಕ್ಷಣ. ಸಂಬಂಧಿಕರ ಆಗಮನ. ಆರೋಗ್ಯ ಸುಧಾರಣೆ. ಅಧಿಕ ಕಾರ್ಯಭಾರ. [28,858,90,882]
story-text: ಪೋಡಿ ದುರಸ್ತಿ, ಪೌತಿ ಖಾತೆ, ಭೂ ಸುರಕ್ಷಾ ಅಭಿಯಾನ ಸೇರಿದಂತೆ ಎಲ್ಲಾ ಕಂದಾಯ ಸೇವೆಗಳನ್ನು ಸಂಪೂರ್ಣ ಡಿಜಿಟಲೀಕರಣ ಮಾಡುವ ಮೂಲಕ ಜನಸಾಮಾನ್ಯರ ಸಮಸ್ಯೆಗಳಿಗೆ ಸ್ಪಂದಿಸಲಾಗುತ್ತಿದೆ ಎಂದು ಕಂದಾಯ ಸಚಿವ ಕೃಷ್ಣ ಬೈರೇಗೌಡ ಅಭಿಪ್ರಾಯಪಟ್ಟರು. ಮಂಗಳವಾರ ವಿಧಾನಸೌಧದಲ್ಲಿ ನಡೆದ ಪ್ರಗತಿ ಪರಿಶೀಲನಾ ಸಭೆಯಲ್ಲಿ ಮಾತನಾಡಿದ ಅವರು, ಈ ಹಿಂದೆ ಕಚೇರಿಗಳಿಗೆ ಅಲೆದಾಡುತ್ತಿದ್ದ ರೈತರು ಇಂದು ಮನೆಯಲ್ಲೇ ಕುಳಿತು ದಾಖಲೆಗಳನ್ನು ಪಡೆಯುತ್ತಿದ್ದಾರೆ. ರಾಜ್ಯದಲ್ಲಿ 2,05,757 ರೈತರ ಜಮೀನುಗಳ ಸರ್ವೆ ಕೈಗೊಳ್ಳಲಾಗಿದೆ. ಇದುವರೆಗೆ 1,07,217 ಪ್ರಕರಣಗಳನ್ನು ಇತ್ಯರ್ಥಪಡಿಸಲಾಗಿದ್ದು, 3,862 ಪ್ರಕರಣಗಳು ವಿಚಾರಣೆ ಹಂತದಲ್ಲಿವೆ. 50,000 ಕಡತಗಳನ್ನು 3 ತಿಂಗಳಲ್ಲಿ ವಿಲೇವಾರಿ ಮಾಡುವ ಗುರಿ ಹೊಂದಲಾಗಿದೆ ಎಂದರು. [636,202,918,258]
sidebar-text: ಪುತ್ತೂರು: ಯೆಮೆನ್‌ನ ಹೌತಿ ಬಂಡುಕೋರರು ಯುಎಇ ನೆಲೆಯ ಮೇಲೆ ಕ್ಷಿಪಣಿ ದಾಳಿ ನಡೆಸಿದ್ದು, ಪರಿಸ್ಥಿತಿ ಬಿಗಡಾಯಿಸಿದೆ. [542,1312,675,1328]
kidi-nudi-box [26,350,186,558]
dateline: ಬೆಂಗಳೂರು: [720,398,749,407]
date: 4 ಮಾರ್ಚ್ 2026 [808,32,868,42]
story-text: ವಾರಾಣಸಿಯ ಕಾಶಿ ವಿಶ್ವನಾಥ ದೇವಾಲಯದ ಕಾರಿಡಾರ್ ನಿರ್ಮಾಣದ ಬಳಿಕ ಭಕ್ತರ ಸಂಖ್ಯೆಯಲ್ಲಿ ಗಣನೀಯ ಏರಿಕೆಯಾಗಿದೆ. ಗಂಗಾ ನದಿ ತೀರದಿಂದ ನೇರವಾಗಿ ದೇವಾಲಯ ಪ್ರವೇಶಿಸುವ ವ್ಯವಸ್ಥೆ ಕಲ್ಪಿಸಲಾಗಿದೆ. ಐದು ಲಕ್ಷ ಚದರ ಅಡಿಯ ವಿಸ್ತಾರ: ದೇವಾಲಯ ಸಂಕೀರ್ಣವನ್ನು ಐದು ಲಕ್ಷ ಚದರ ಅಡಿಗೆ ವಿಸ್ತರಿಸಲಾಗಿದ್ದು, ಭಕ್ತರಿಗೆ ಸೌಲಭ್ಯಗಳನ್ನು ಒದಗಿಸಲಾಗಿದೆ. ಅಭಿವೃದ್ಧಿ ಕೆಲಸ: ಸ್ಥಳೀಯ ಆರ್ಥಿಕತೆಗೂ ಉತ್ತೇಜನ ದೊರೆತಿದ್ದು, ಪ್ರವಾಸೋದ್ಯಮ ಕ್ಷೇತ್ರ ಬೆಳವಣಿಗೆ ಕಂಡಿದೆ. ನಿತ್ಯ ಸಾವಿರಾರು ಭಕ್ತರು ಭೇಟಿ ನೀಡುತ್ತಿದ್ದು, ಗಂಗಾ ಆರತಿ ವೀಕ್ಷಿಸುತ್ತಿದ್ದಾರೆ. [628,847,774,922]
sidebar-gulf [538,1292,682,1400]
horoscope-sign-text: ಹೆಚ್ಚಿನ ಜವಾಬ್ದಾರಿ. ಮಾನಸಿಕ ನೆಮ್ಮದಿ. ಶತ್ರುಗಳ ಬಾಧೆ ನಿವಾರಣೆ. ಶುಭ ಸುದ್ದಿ. [110,944,183,960]
horoscope-sign-name: ✺ ಸಿಂಹ [28,934,108,944]
dateline: ಪುತ್ತೂರು: [628,770,651,779]
headline-blw: ಬಿಎಲ್‌ಡಬ್ಲ್ಯುಗೆ ಜಾಗತಿಕ ಮನ್ನಣೆ [206,372,519,407]
story-chandra-body [720,398,918,730]
horoscope-sign [110,934,190,1018]
horoscope-sign [28,1020,108,1104]
horoscope-sign [28,934,108,1018]
story-text: ಕೇಂದ್ರ ಸರ್ಕಾರದ ವಾರ್ತಾ ಮತ್ತು ಮಾಹಿತಿ ಇಲಾಖೆಯ ಪ್ರಸರಣ ಕಾರ್ಯಕ್ರಮದ ಅಂಗವಾಗಿ ಕರ್ನಾಟಕದ ಮಾಧ್ಯಮ ಪ್ರತಿನಿಧಿಗಳನ್ನೊಳಗೊಂಡ ನಿಯೋಗ ವಾರಾಣಸಿಯ ಬನಾರಸ್ ಲೋಕೋಮೋಟಿವ್ ವರ್ಕ್ಸ್‌ಗೆ ಭೇಟಿ ನೀಡಿತು. ಉತ್ಪಾದನಾ ಪ್ರಕ್ರಿಯೆಗಳನ್ನು ಹಾಗೂ ತಾಂತ್ರಿಕ ಸಾಮರ್ಥ್ಯವನ್ನು ವೀಕ್ಷಿಸಿತು. ತಂತ್ರಜ್ಞಾನ ಪ್ರಯೋಗಗಳ ವಿದ್ಯುತ್ ಎಂಜಿನ್ ಡಬ್ಲ್ಯುಎಪಿ-7, ಸರಕು ಸಾಗಣೆ ಎಂಜಿನ್ ಡಬ್ಲ್ಯುಎಜಿ-9 ಹಾಗೂ ಹೆಚ್ಚು ಸಾಮರ್ಥ್ಯದ ಎಂಜಿನ್‌ಗಳನ್ನು ಇಲ್ಲಿ ನಿರ್ಮಿಸಲಾಗುತ್ತಿದೆ. ಮೇಕ್ ಇನ್ ಇಂಡಿಯಾ ಯೋಜನೆಯ ಅಡಿಯಲ್ಲಿ ಬಿಎಲ್‌ಡಬ್ಲ್ಯು 11 ರಾಷ್ಟ್ರಗಳಿಗೆ 182 ಡೀಸೆಲ್ ಲೋಕೋಮೋಟಿವ್‌ಗಳನ್ನು ರಫ್ತು ಮಾಡಿದೆ. ಸಂದರ್ಶ ಕಾರ್ಯಕ್ರಮ: ಆಡಳಿತ ಭವನದಲ್ಲಿ ಮುಖ್ಯ ಅಧಿಕಾರಿಗಳು ಮಾಹಿತಿ ನೀಡಿ, ಸಂಸ್ಥೆಯ ಸಾಧನೆಗಳನ್ನು ವಿವರಿಸಿದರು. ಮುಂದಿನ ದಿನಗಳಲ್ಲಿ ಇನ್ನಷ್ಟು ದೇಶಗಳಿಗೆ ರಫ್ತು ಮಾಡುವ ಗುರಿ ಹೊಂದಲಾಗಿದೆ ಎಂದು ಅಧಿಕಾರಿಗಳು ತಿಳಿಸಿದರು. [376,584,542,697]
story-text: ಕರಾವಳಿಯ ಜನರೊಂದಿಗೆ ನಮ್ಮ ಸಂಬಂಧ ಹಾಲು ಜೇನಿನಂತೆ. ಅಭಿವೃದ್ಧಿ ಕಾರ್ಯಗಳಲ್ಲಿ ಯಾವುದೇ ತಾರತಮ್ಯ ಮಾಡುವುದಿಲ್ಲ ಎಂದು ಮುಖ್ಯಮಂತ್ರಿ ಹೇಳಿದರು. ಜಿಲ್ಲೆಯ ವಿವಿಧ ಕಾಮಗಾರಿಗಳಿಗೆ ಶಂಕುಸ್ಥಾಪನೆ ನೆರವೇರಿಸಿ ಮಾತನಾಡಿದ ಅವರು, ರಾಜ್ಯ ಸರ್ಕಾರದ ಗ್ಯಾರಂಟಿ ಯೋಜನೆಗಳು ಜನರ ಬದುಕಿನಲ್ಲಿ ಬದಲಾವಣೆ ತಂದಿವೆ. ಟೀಕೆ ಟಿಪ್ಪಣಿ ಮಾಡುವವರಿಗೆ ಅಭಿವೃದ್ಧಿಯೇ ಉತ್ತರ ಎಂದರು. 2004ರಿಂದ 2013ರವರೆಗೆ 9 ಬಾರಿ ಬಜೆಟ್ ಮಂಡಿಸಿದ್ದೇನೆ. ಜನರ ಆಶೀರ್ವಾದವೇ ನಮಗೆ ಶಕ್ತಿ ಎಂದು ತಿಳಿಸಿದರು. [206,1157,412,1213]
masthead-strip [0,43,150,47]
country-item: ಮೊಜಾಂಬಿಕ್ [548,499,627,510]
dateline: ಬೆಂಗಳೂರು: [694,92,723,101]
sidebar-text: ವಾರಾಣಸಿಯ ಬನಾರಸ್ ಲೋಕೋಮೋಟಿವ್ ವರ್ಕ್ಸ್ (ಬಿಎಲ್‌ಡಬ್ಲ್ಯು) ತನ್ನ ತಾಂತ್ರಿಕ ಮಟ್ಟದಲ್ಲಿ ಹೊಸ ಮಾನದಂಡವನ್ನು ನಿರ್ಮಿಸಿಕೊಂಡು ಮತ್ತಷ್ಟು ಸಾಧನೆಗಳತ್ತ ಮುಂದಿದೆ. [383,525,523,549]
date-strip [910,14,915,44]
kidi-nudi-author: ಶಾಮಸುಂದರ್ ಕಶ್ಯಪ್ [50,394,100,402]
story-text: ಕೇಂದ್ರ ಸರ್ಕಾರದ ವಾರ್ತಾ ಮತ್ತು ಮಾಹಿತಿ ಇಲಾಖೆಯ ಪ್ರಸರಣ ಕಾರ್ಯಕ್ರಮದ ಅಂಗವಾಗಿ ಕರ್ನಾಟಕದ ಮಾಧ್ಯಮ ಪ್ರತಿನಿಧಿಗಳನ್ನೊಳಗೊಂಡ ನಿಯೋಗ ವಾರಾಣಸಿಯ ಬನಾರಸ್ ಲೋಕೋಮೋಟಿವ್ ವರ್ಕ್ಸ್‌ಗೆ ಭೇಟಿ ನೀಡಿತು. ಉತ್ಪಾದನಾ ಪ್ರಕ್ರಿಯೆಗಳನ್ನು ಹಾಗೂ ತಾಂತ್ರಿಕ ಸಾಮರ್ಥ್ಯವನ್ನು ವೀಕ್ಷಿಸಿತು. ತಂತ್ರಜ್ಞಾನ ಪ್ರಯೋಗಗಳ ವಿದ್ಯುತ್ ಎಂಜಿನ್ ಡಬ್ಲ್ಯುಎಪಿ-7, ಸರಕು ಸಾಗಣೆ ಎಂಜಿನ್ ಡಬ್ಲ್ಯುಎಜಿ-9 ಹಾಗೂ ಹೆಚ್ಚು ಸಾಮರ್ಥ್ಯದ ಎಂಜಿನ್‌ಗಳನ್ನು ಇಲ್ಲಿ ನಿರ್ಮಿಸಲಾಗುತ್ತಿದೆ. ಮೇಕ್ ಇನ್ ಇಂಡಿಯಾ ಯೋಜನೆಯ ಅಡಿಯಲ್ಲಿ ಬಿಎಲ್‌ಡಬ್ಲ್ಯು 11 ರಾಷ್ಟ್ರಗಳಿಗೆ 182 ಡೀಸೆಲ್ ಲೋಕೋಮೋಟಿವ್‌ಗಳನ್ನು ರಫ್ತು ಮಾಡಿದೆ. ಸಂದರ್ಶ ಕಾರ್ಯಕ್ರಮ: ಆಡಳಿತ ಭವನದಲ್ಲಿ ಮುಖ್ಯ ಅಧಿಕಾರಿಗಳು ಮಾಹಿತಿ ನೀಡಿ, ಸಂಸ್ಥೆಯ ಸಾಧನೆಗಳನ್ನು ವಿವರಿಸಿದರು. ಮುಂದಿನ ದಿನಗಳಲ್ಲಿ ಇನ್ನಷ್ಟು ದೇಶಗಳಿಗೆ ರಫ್ತು ಮಾಡುವ ಗುರಿ ಹೊಂದಲಾಗಿದೆ ಎಂದು ಅಧಿಕಾರಿಗಳು ತಿಳಿಸಿದರು. [208,433,374,546]
horoscope-sign-name: ✺ ತುಲಾ [110,590,190,600]
column-rule [714,350,715,740]
story-drugs-body-col3 [482,1028,616,1122]
country-item: ವಿಯಟ್ನಾಂ [548,451,627,462]
date-day: ಬುಧವಾರ [808,16,850,31]
sidebar-title: ಜಾಗತಿಕ ಮುದ್ರೆ [383,513,428,523]
story-kandaya-body [694,92,918,200]
headline-drugs: ₹11.50 ಕೋಟಿ ಮೌಲ್ಯದ ಡ್ರಗ್ಸ್ ವಶ, ಇಬ್ಬರ ಸೆರೆ [206,744,548,768]
